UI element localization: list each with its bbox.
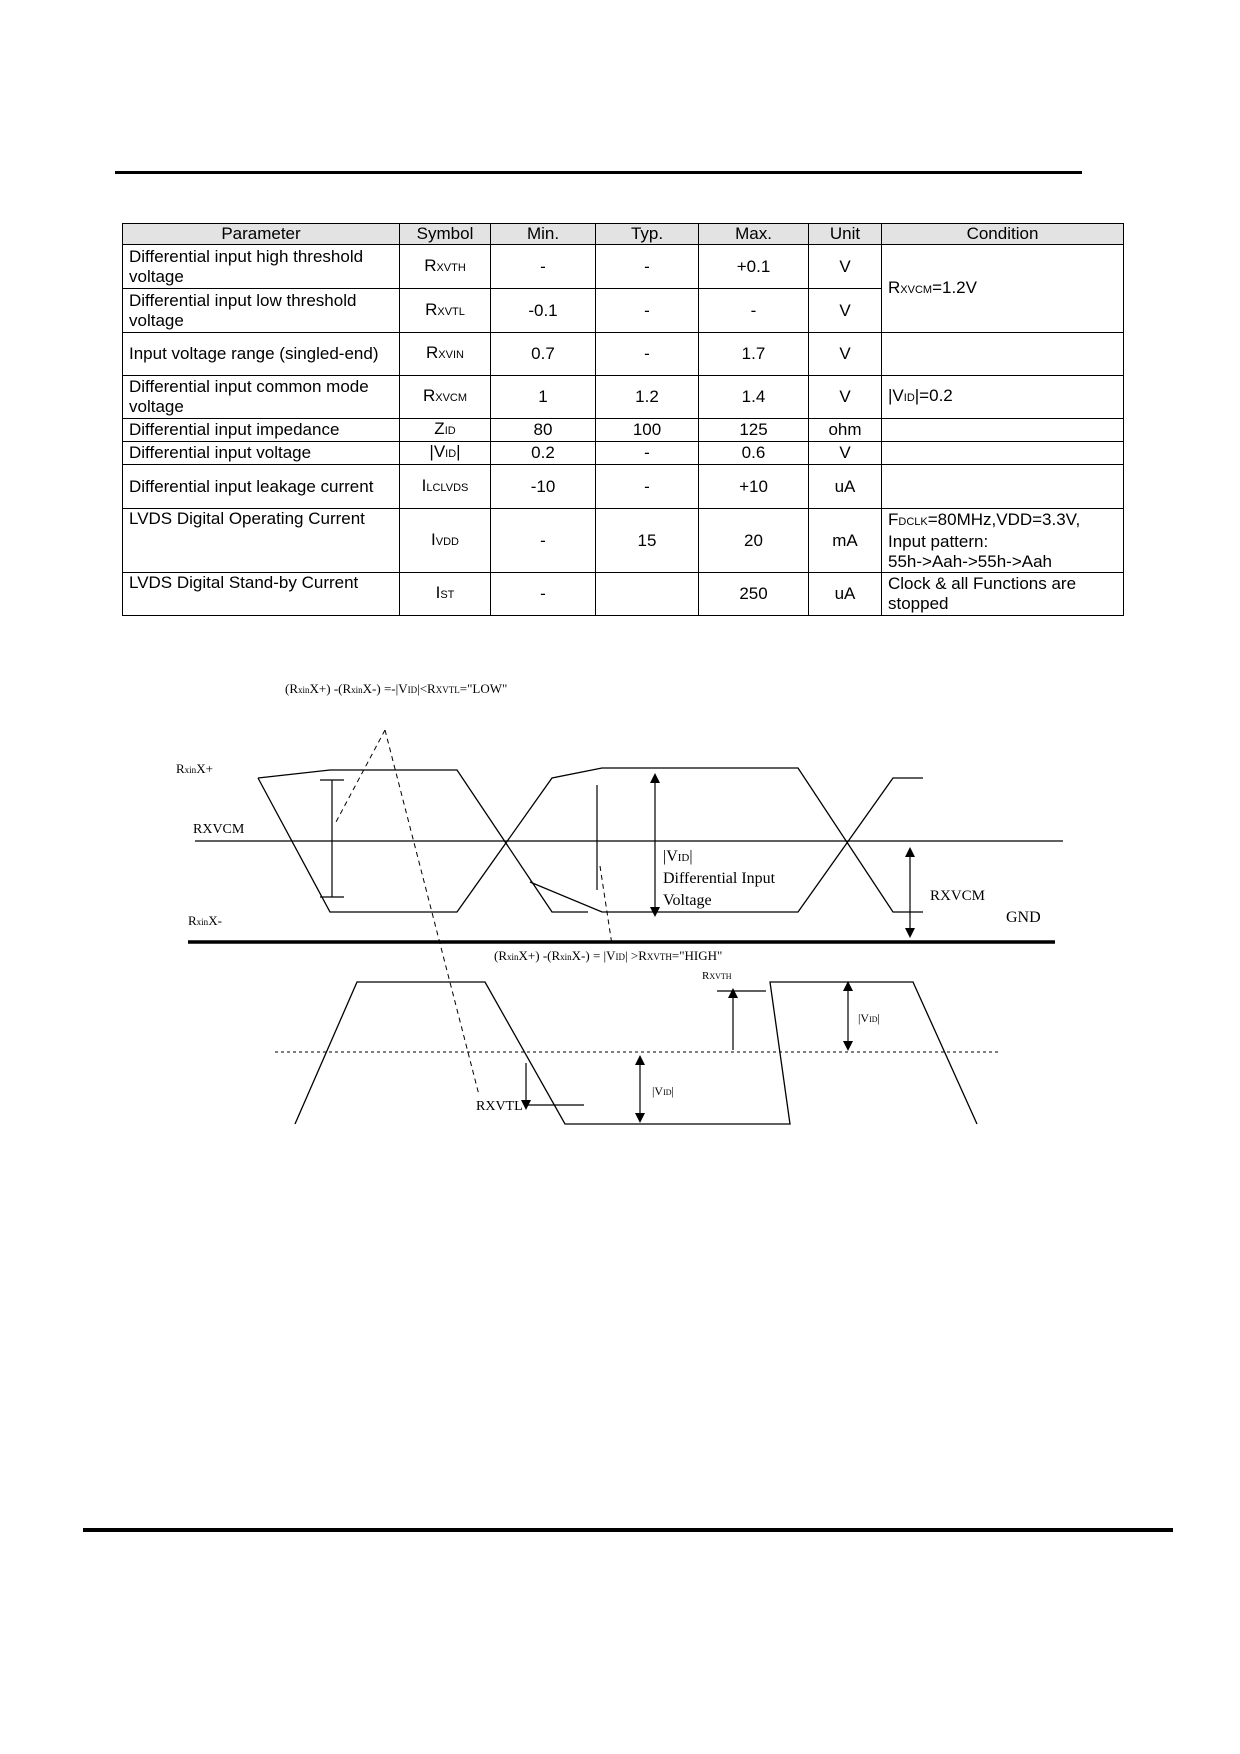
- vid-lower-right-label: |VID|: [858, 1011, 880, 1025]
- cell-unit: V: [809, 245, 882, 289]
- cell-parameter: Differential input low threshold voltage: [123, 289, 400, 333]
- cell-condition: Clock & all Functions are stopped: [882, 573, 1124, 616]
- cell-symbol: RXVIN: [400, 333, 491, 376]
- cell-condition-rxvcm: RXVCM=1.2V: [882, 245, 1124, 333]
- table-header-row: [123, 224, 1124, 245]
- cell-min: 0.2: [491, 442, 596, 465]
- cell-parameter: Differential input leakage current: [123, 465, 400, 509]
- cell-parameter: Differential input voltage: [123, 442, 400, 465]
- differential-input-label: Differential Input: [663, 870, 776, 887]
- cell-symbol: RXVCM: [400, 376, 491, 419]
- cell-symbol: RXVTL: [400, 289, 491, 333]
- cell-min: -: [491, 573, 596, 616]
- table-row: [123, 419, 1124, 442]
- cell-unit: V: [809, 333, 882, 376]
- cell-max: -: [699, 289, 809, 333]
- rxvcm-left-label: RXVCM: [193, 822, 245, 837]
- table-row: [123, 442, 1124, 465]
- cell-unit: V: [809, 442, 882, 465]
- cell-parameter: LVDS Digital Stand-by Current: [123, 573, 400, 616]
- rxvtl-label: RXVTL: [476, 1099, 523, 1114]
- cell-parameter: Differential input common mode voltage: [123, 376, 400, 419]
- header-max: Max.: [699, 224, 809, 245]
- cell-typ: -: [596, 245, 699, 289]
- cell-typ: -: [596, 333, 699, 376]
- rxvcm-right-label: RXVCM: [930, 888, 986, 904]
- cell-typ: 100: [596, 419, 699, 442]
- table-row: [123, 465, 1124, 509]
- header-unit: Unit: [809, 224, 882, 245]
- header-typ: Typ.: [596, 224, 699, 245]
- cell-parameter: Differential input impedance: [123, 419, 400, 442]
- footer-rule: [83, 1528, 1173, 1532]
- cell-typ: 1.2: [596, 376, 699, 419]
- header-condition: Condition: [882, 224, 1124, 245]
- cell-symbol: ZID: [400, 419, 491, 442]
- cell-max: 1.7: [699, 333, 809, 376]
- cell-min: -: [491, 509, 596, 573]
- low-condition-formula: (RxinX+) -(RxinX-) =-|VID|<RXVTL="LOW": [285, 681, 508, 696]
- cell-typ: -: [596, 289, 699, 333]
- header-parameter: Parameter: [123, 224, 400, 245]
- cell-parameter: LVDS Digital Operating Current: [123, 509, 400, 573]
- rxinx-minus-label: RxinX-: [188, 913, 222, 928]
- cell-symbol: RXVTH: [400, 245, 491, 289]
- cell-condition: [882, 419, 1124, 442]
- cell-min: 80: [491, 419, 596, 442]
- high-pointer-line: [600, 866, 612, 945]
- cell-max: 0.6: [699, 442, 809, 465]
- cell-min: -: [491, 245, 596, 289]
- rxinx-plus-label: RxinX+: [176, 761, 213, 776]
- cell-condition: [882, 333, 1124, 376]
- cell-min: 1: [491, 376, 596, 419]
- cell-max: 20: [699, 509, 809, 573]
- cell-condition-fdclk: FDCLK=80MHz,VDD=3.3V, Input pattern: 55h->Aah->55h->Aah: [882, 509, 1124, 573]
- cell-max: +0.1: [699, 245, 809, 289]
- rxinx-minus-trace-1: [258, 768, 923, 912]
- cell-unit: uA: [809, 573, 882, 616]
- cell-parameter: Differential input high threshold voltage: [123, 245, 400, 289]
- cell-min: -10: [491, 465, 596, 509]
- cell-symbol: |VID|: [400, 442, 491, 465]
- cell-symbol: IVDD: [400, 509, 491, 573]
- cell-unit: ohm: [809, 419, 882, 442]
- header-rule: [115, 171, 1082, 174]
- lvds-dc-characteristics-table: [122, 223, 1124, 616]
- cell-unit: uA: [809, 465, 882, 509]
- cell-typ: [596, 573, 699, 616]
- cell-typ: -: [596, 465, 699, 509]
- cell-parameter: Input voltage range (singled-end): [123, 333, 400, 376]
- cell-condition: [882, 465, 1124, 509]
- cell-min: -0.1: [491, 289, 596, 333]
- header-symbol: Symbol: [400, 224, 491, 245]
- table-row: [123, 376, 1124, 419]
- cell-unit: V: [809, 289, 882, 333]
- rxin-trace-lower: [295, 982, 977, 1124]
- rxinx-plus-trace-2: [530, 778, 923, 912]
- high-condition-formula: (RxinX+) -(RxinX-) = |VID| >RXVTH="HIGH": [494, 948, 723, 963]
- cell-max: +10: [699, 465, 809, 509]
- table-row: [123, 509, 1124, 573]
- cell-typ: -: [596, 442, 699, 465]
- low-pointer-line-a: [336, 730, 385, 822]
- header-min: Min.: [491, 224, 596, 245]
- vid-label: |VID|: [663, 848, 693, 865]
- table-row: [123, 333, 1124, 376]
- cell-unit: V: [809, 376, 882, 419]
- cell-typ: 15: [596, 509, 699, 573]
- cell-condition: [882, 442, 1124, 465]
- cell-symbol: ILCLVDS: [400, 465, 491, 509]
- table-row: [123, 573, 1124, 616]
- cell-max: 125: [699, 419, 809, 442]
- rxvth-label: RXVTH: [702, 970, 732, 982]
- table-row: [123, 245, 1124, 289]
- cell-symbol: IST: [400, 573, 491, 616]
- cell-max: 1.4: [699, 376, 809, 419]
- cell-condition-vid: |VID|=0.2: [882, 376, 1124, 419]
- lvds-threshold-timing-diagram: [0, 640, 1240, 1160]
- vid-lower-left-label: |VID|: [652, 1084, 674, 1098]
- cell-unit: mA: [809, 509, 882, 573]
- cell-min: 0.7: [491, 333, 596, 376]
- cell-max: 250: [699, 573, 809, 616]
- voltage-label: Voltage: [663, 892, 712, 909]
- gnd-label: GND: [1006, 909, 1041, 926]
